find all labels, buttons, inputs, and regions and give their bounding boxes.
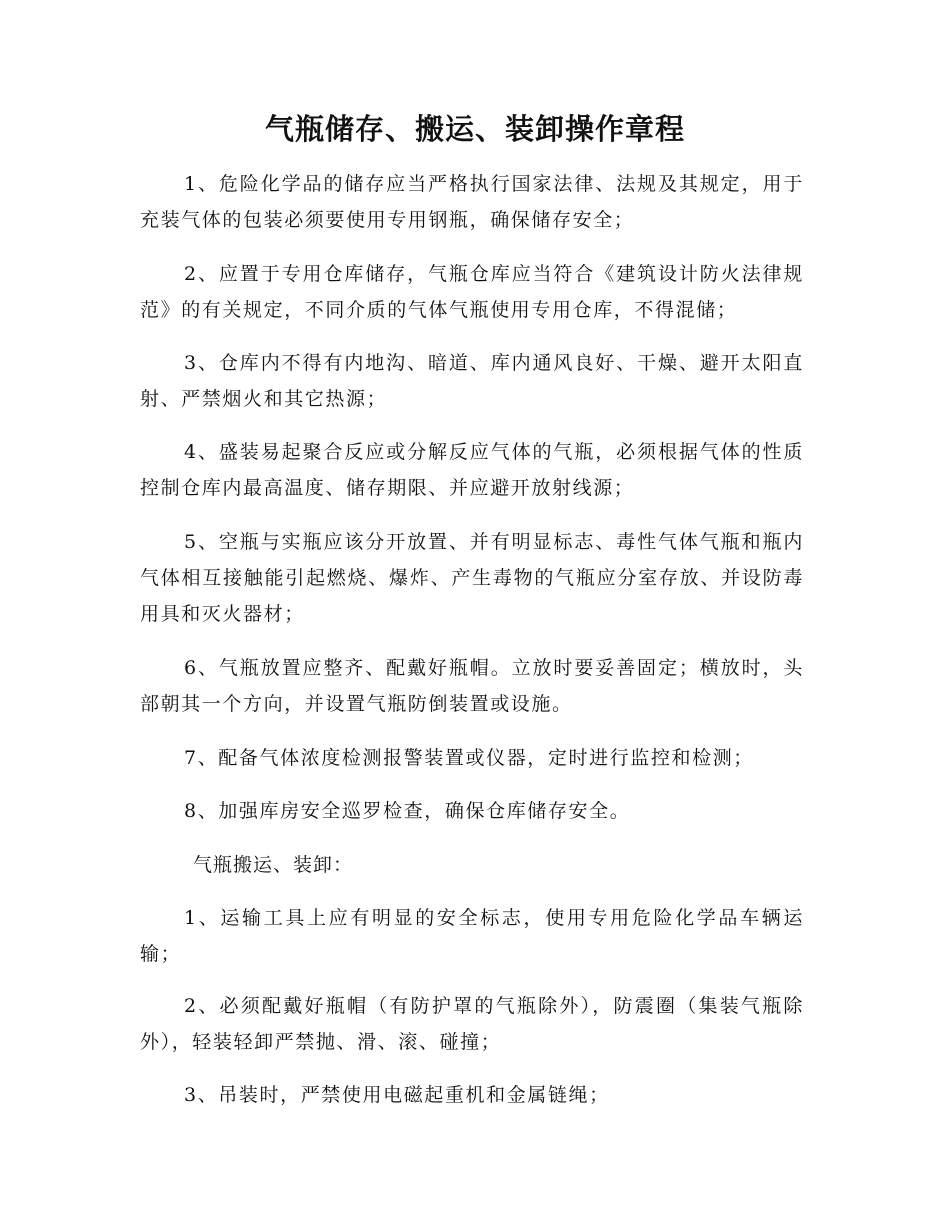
storage-paragraph-8: 8、加强库房安全巡罗检查，确保仓库储存安全。 [184, 800, 631, 822]
storage-paragraph-1: 1、危险化学品的储存应当严格执行国家法律、法规及其规定，用于充装气体的包装必须要使用专用钢瓶，确保储存安全； [140, 173, 804, 231]
handling-paragraph-2: 2、必须配戴好瓶帽（有防护罩的气瓶除外），防震圈（集装气瓶除外），轻装轻卸严禁抛、滑、滚、碰撞； [140, 995, 804, 1053]
storage-paragraph-7: 7、配备气体浓度检测报警装置或仪器，定时进行监控和检测； [184, 747, 754, 769]
storage-paragraph-3: 3、仓库内不得有内地沟、暗道、库内通风良好、干燥、避开太阳直射、严禁烟火和其它热源； [140, 352, 804, 410]
storage-paragraph-4: 4、盛装易起聚合反应或分解反应气体的气瓶，必须根据气体的性质控制仓库内最高温度、储存期限、并应避开放射线源； [140, 441, 804, 499]
handling-heading: 气瓶搬运、装卸： [193, 854, 354, 876]
handling-paragraph-1: 1、运输工具上应有明显的安全标志，使用专用危险化学品车辆运输； [140, 907, 804, 965]
storage-paragraph-5: 5、空瓶与实瓶应该分开放置、并有明显标志、毒性气体气瓶和瓶内气体相互接触能引起燃烧、爆炸、产生毒物的气瓶应分室存放、并设防毒用具和灭火器材； [140, 531, 804, 625]
storage-paragraph-2: 2、应置于专用仓库储存，气瓶仓库应当符合《建筑设计防火法律规范》的有关规定，不同介质的气体气瓶使用专用仓库，不得混储； [140, 263, 804, 321]
handling-paragraph-3: 3、吊装时，严禁使用电磁起重机和金属链绳； [184, 1084, 610, 1106]
page-title: 气瓶储存、搬运、装卸操作章程 [264, 112, 685, 146]
storage-paragraph-6: 6、气瓶放置应整齐、配戴好瓶帽。立放时要妥善固定；横放时，头部朝其一个方向，并设置气瓶防倒装置或设施。 [140, 657, 804, 715]
